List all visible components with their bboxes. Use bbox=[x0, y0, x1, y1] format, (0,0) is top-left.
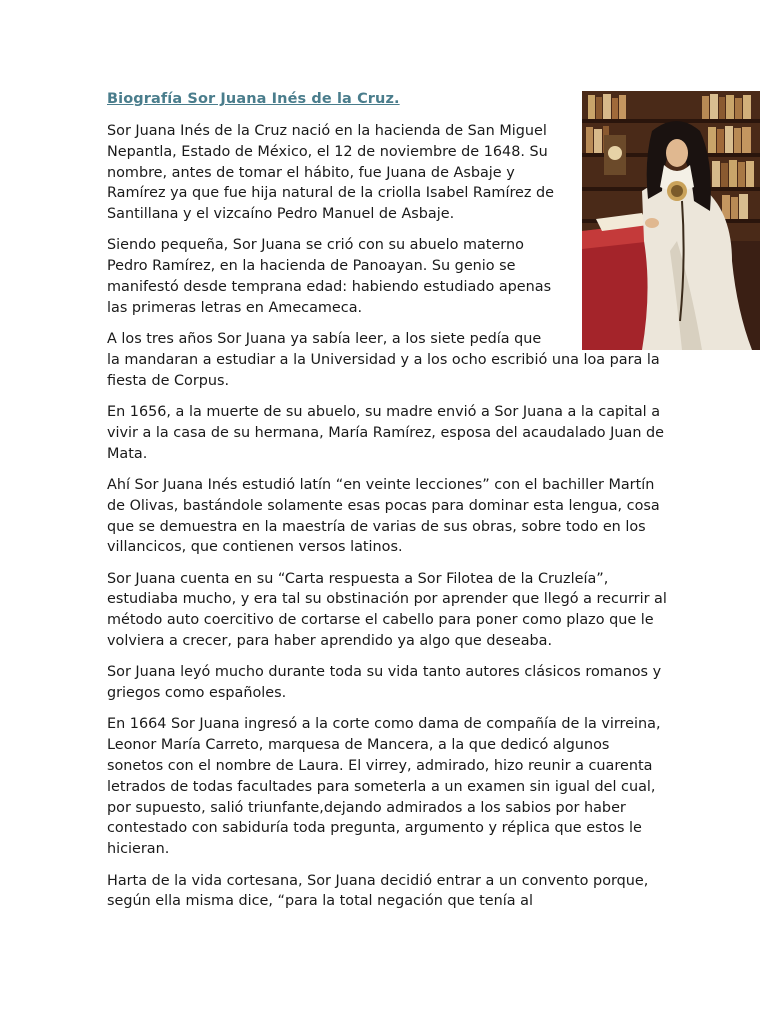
document-title: Biografía Sor Juana Inés de la Cruz. bbox=[107, 91, 400, 107]
paragraph-line: A los tres años Sor Juana ya sabía leer, a los siete pedía que bbox=[107, 331, 542, 348]
paragraph: En 1664 Sor Juana ingresó a la corte como dama de compañía de la virreina, Leonor María Carreto, marquesa de Mancera, a la que dedicó algunos sonetos con el nombre de Laura. El virrey, admirado, hizo reunir a cuarenta letrados de todas facultades para someterla a un examen sin igual del cual, por supuesto, salió triunfante,dejando admirados a los sabios por haber contestado con sabiduría toda pregunta, argumento y réplica que estos le hicieran. bbox=[107, 716, 661, 858]
paragraph bbox=[107, 329, 667, 391]
paragraph: En 1656, a la muerte de su abuelo, su madre envió a Sor Juana a la capital a vivir a la casa de su hermana, María Ramírez, esposa del acaudalado Juan de Mata. bbox=[107, 404, 665, 462]
paragraph-line: la mandaran a estudiar a la Universidad y a los ocho escribió una loa para la fiesta de Corpus. bbox=[107, 351, 660, 389]
paragraph: Harta de la vida cortesana, Sor Juana decidió entrar a un convento porque, según ella misma dice, “para la total negación que tenía al bbox=[107, 872, 649, 910]
paragraph: Siendo pequeña, Sor Juana se crió con su abuelo materno Pedro Ramírez, en la hacienda de Panoayan. Su genio se manifestó desde temprana edad: habiendo estudiado apenas las primeras letras en Amecameca. bbox=[107, 237, 552, 316]
paragraph: Ahí Sor Juana Inés estudió latín “en veinte lecciones” con el bachiller Martín de Olivas, bastándole solamente esas pocas para dominar esta lengua, cosa que se demuestra en la maestría de varias de sus obras, sobre todo en los villancicos, que contienen versos latinos. bbox=[107, 476, 660, 556]
paragraph: Sor Juana cuenta en su “Carta respuesta a Sor Filotea de la Cruzleía”, estudiaba mucho, y era tal su obstinación por aprender que llegó a recurrir al método auto coercitivo de cortarse el cabello para poner como plazo que le volviera a crecer, para haber aprendido ya algo que deseaba. bbox=[107, 570, 667, 650]
paragraph: Sor Juana leyó mucho durante toda su vida tanto autores clásicos romanos y griegos como españoles. bbox=[107, 664, 662, 702]
document-body bbox=[107, 121, 667, 923]
paragraph: Sor Juana Inés de la Cruz nació en la hacienda de San Miguel Nepantla, Estado de México, el 12 de noviembre de 1648. Su nombre, antes de tomar el hábito, fue Juana de Asbaje y Ramírez ya que fue hija natural de la criolla Isabel Ramírez de Santillana y el vizcaíno Pedro Manuel de Asbaje. bbox=[107, 123, 555, 223]
